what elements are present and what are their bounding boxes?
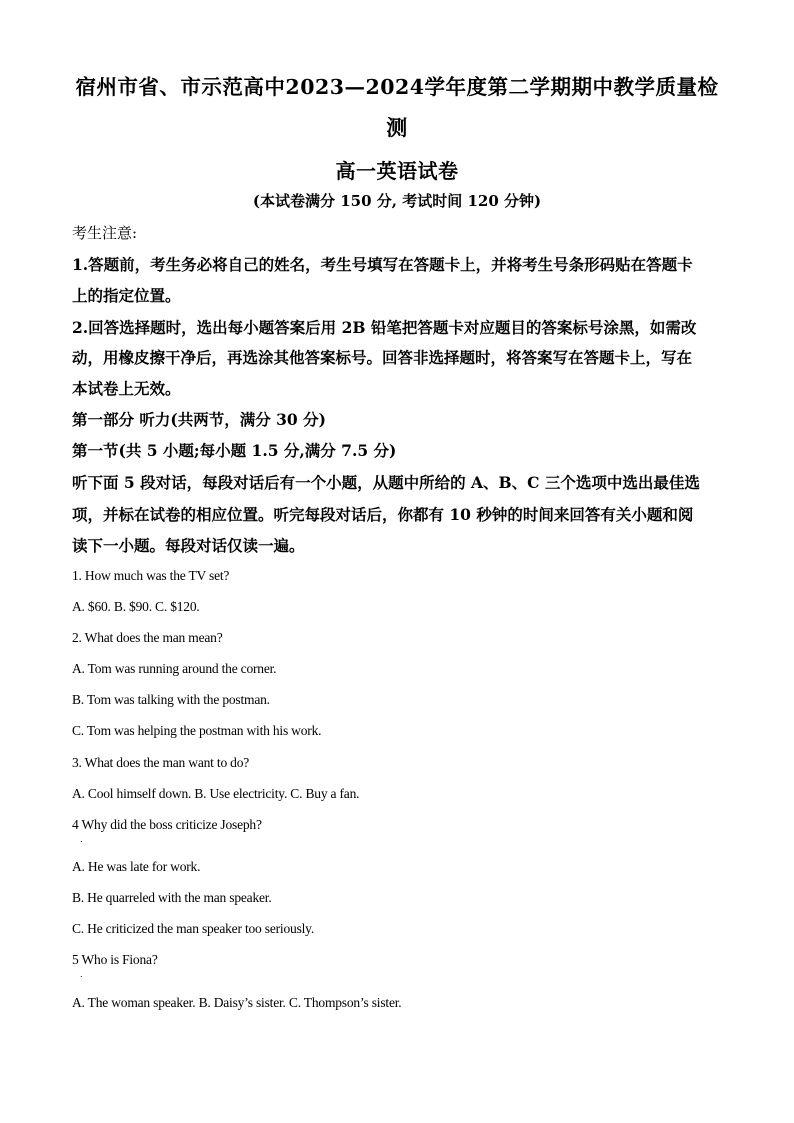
instructions-line2: 项，并标在试卷的相应位置。听完每段对话后，你都有 10 秒钟的时间来回答有关小题和阅 bbox=[72, 505, 694, 524]
exam-subtitle: 高一英语试卷 bbox=[335, 159, 459, 183]
question-4: 4 Why did the boss criticize Joseph? bbox=[72, 817, 262, 832]
notice-heading: 考生注意: bbox=[72, 224, 138, 242]
question-4-option-c: C. He criticized the man speaker too seriously. bbox=[72, 921, 315, 936]
question-1-options: A. $60. B. $90. C. $120. bbox=[72, 599, 200, 614]
exam-title-line2: 测 bbox=[386, 115, 408, 140]
question-5: 5 Who is Fiona? bbox=[72, 952, 158, 967]
question-2: 2. What does the man mean? bbox=[72, 630, 223, 645]
question-4-dot: . bbox=[80, 835, 83, 844]
question-1: 1. How much was the TV set? bbox=[72, 568, 230, 583]
part1-heading: 第一部分 听力(共两节，满分 30 分) bbox=[72, 410, 326, 429]
question-5-options: A. The woman speaker. B. Daisy’s sister. C. Thompson’s sister. bbox=[72, 995, 402, 1010]
question-2-option-c: C. Tom was helping the postman with his work. bbox=[72, 723, 322, 738]
notice-item1-line1: 1.答题前，考生务必将自己的姓名，考生号填写在答题卡上，并将考生号条形码贴在答题卡 bbox=[72, 255, 693, 274]
notice-item1-line2: 上的指定位置。 bbox=[72, 286, 181, 305]
question-5-dot: . bbox=[80, 970, 83, 979]
section1-heading: 第一节(共 5 小题;每小题 1.5 分,满分 7.5 分) bbox=[72, 441, 397, 460]
instructions-line1: 听下面 5 段对话，每段对话后有一个小题，从题中所给的 A、B、C 三个选项中选出最佳选 bbox=[72, 473, 700, 492]
notice-item2-line1: 2.回答选择题时，选出每小题答案后用 2B 铅笔把答题卡对应题目的答案标号涂黑，如需改 bbox=[72, 318, 697, 337]
notice-item2-line2: 动，用橡皮擦干净后，再选涂其他答案标号。回答非选择题时，将答案写在答题卡上，写在 bbox=[72, 348, 693, 367]
question-4-option-b: B. He quarreled with the man speaker. bbox=[72, 890, 272, 905]
question-3: 3. What does the man want to do? bbox=[72, 755, 250, 770]
exam-title-line1: 宿州市省、市示范高中2023—2024学年度第二学期期中教学质量检 bbox=[75, 75, 719, 99]
exam-info: (本试卷满分 150 分, 考试时间 120 分钟) bbox=[252, 192, 542, 210]
question-3-options: A. Cool himself down. B. Use electricity. C. Buy a fan. bbox=[72, 786, 360, 801]
question-2-option-b: B. Tom was talking with the postman. bbox=[72, 692, 270, 707]
question-4-option-a: A. He was late for work. bbox=[72, 859, 201, 874]
notice-item2-line3: 本试卷上无效。 bbox=[72, 379, 181, 398]
instructions-line3: 读下一小题。每段对话仅读一遍。 bbox=[72, 536, 305, 555]
question-2-option-a: A. Tom was running around the corner. bbox=[72, 661, 277, 676]
